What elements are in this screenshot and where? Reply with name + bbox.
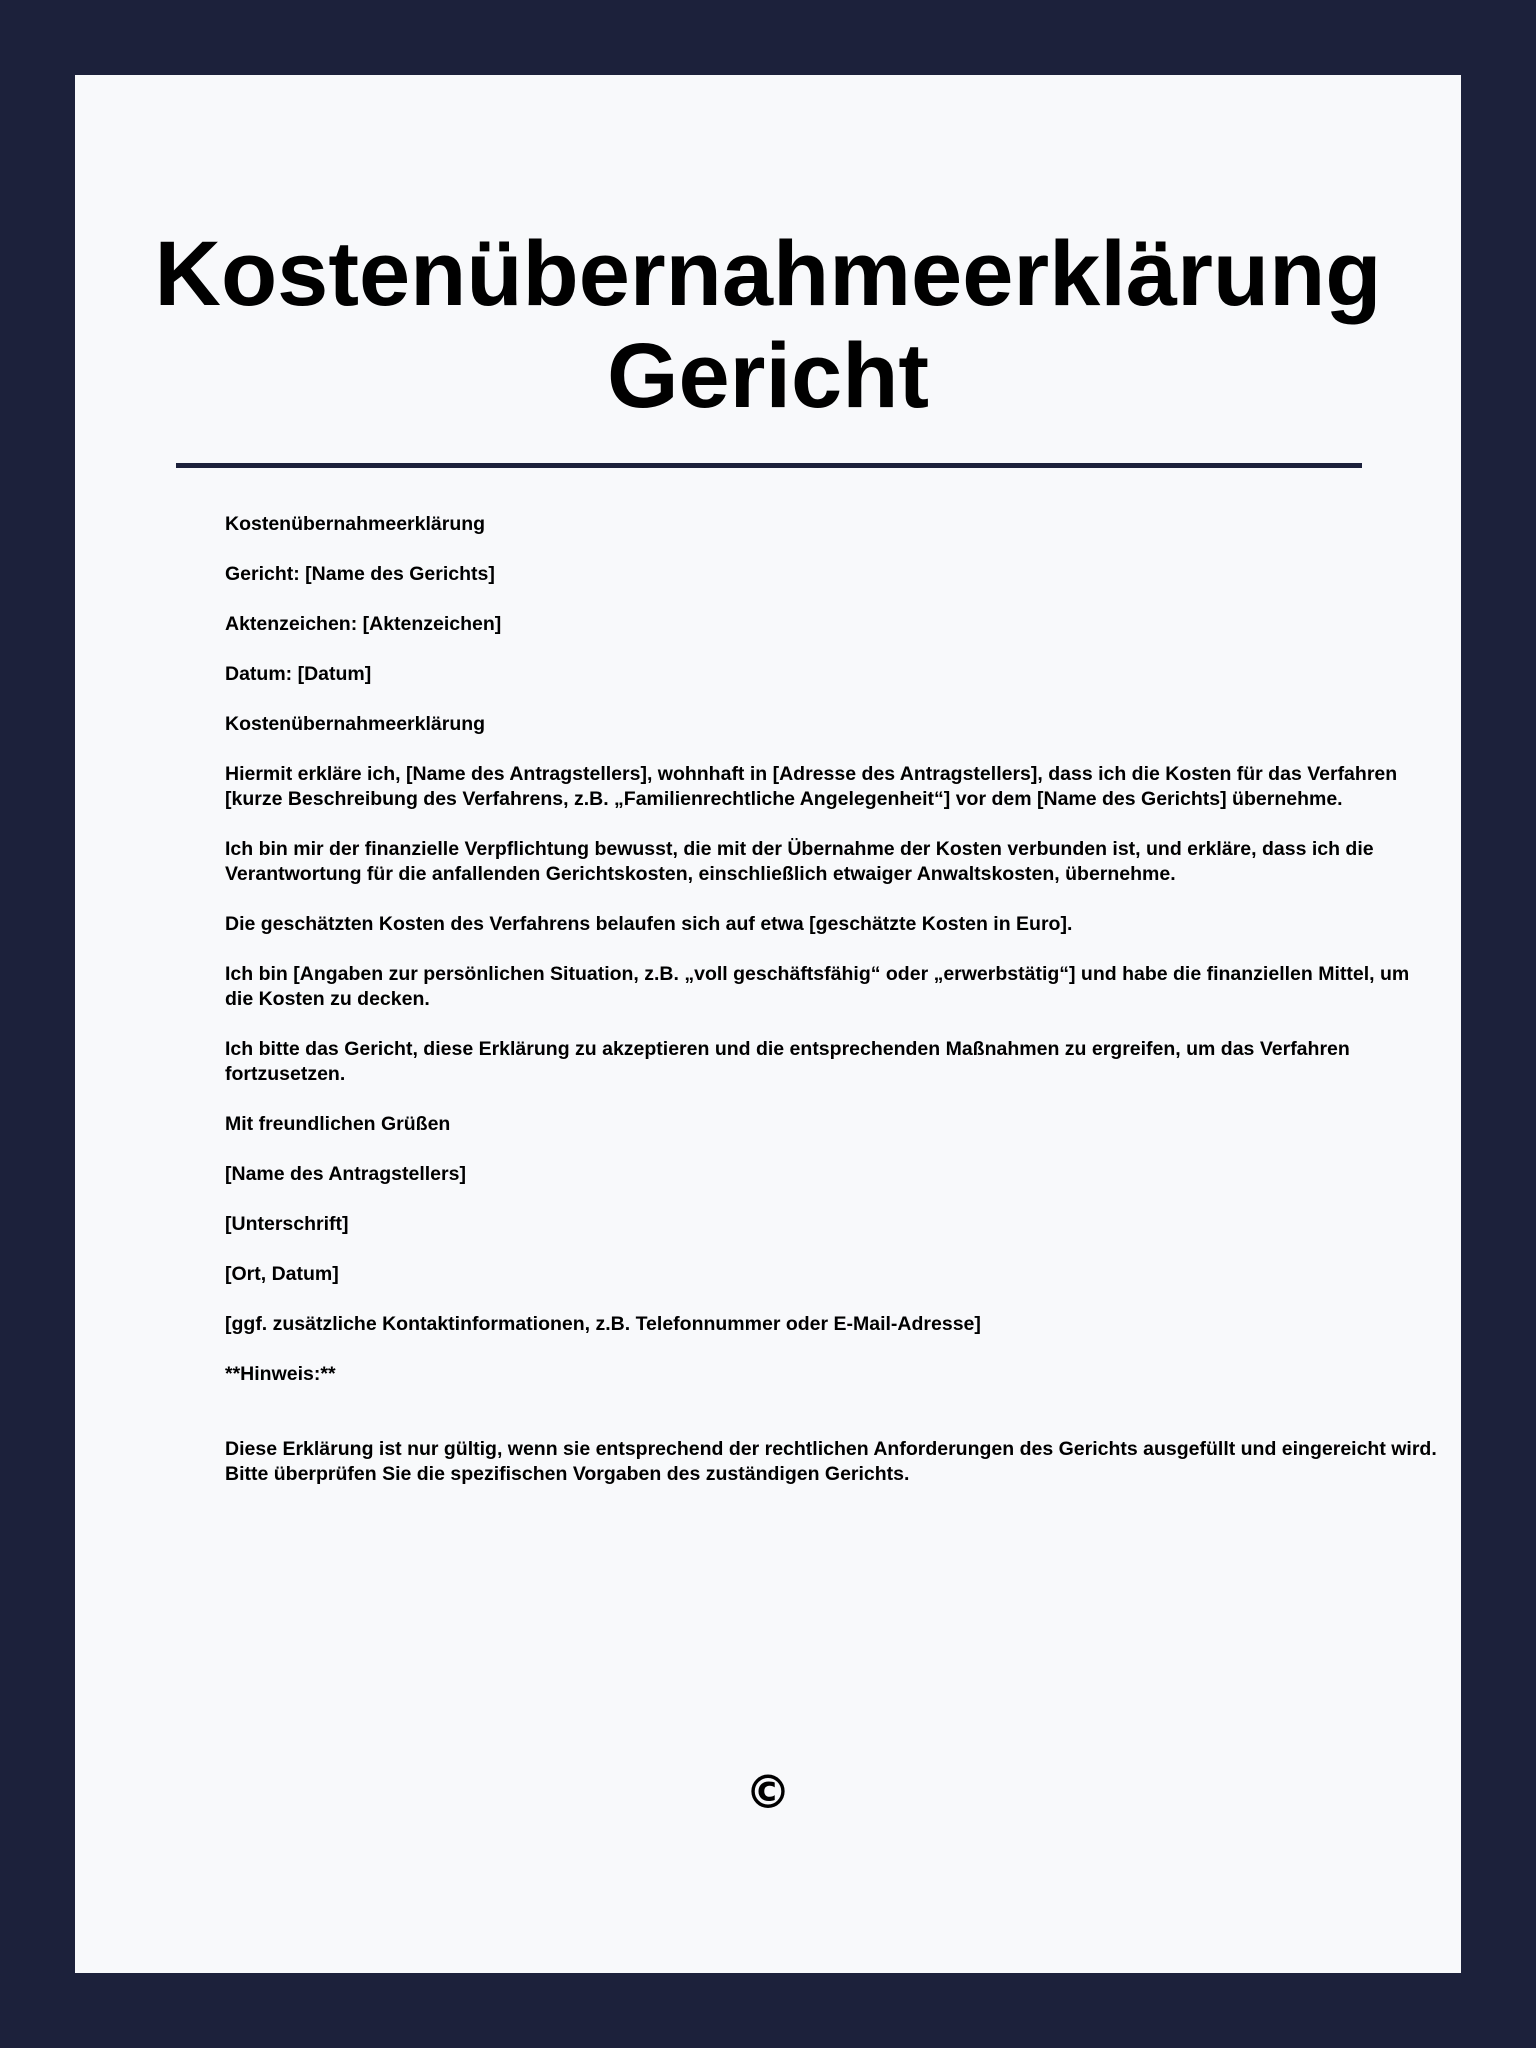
document-title <box>75 223 1461 427</box>
court-line: Gericht: [Name des Gerichts] <box>225 563 495 585</box>
note-paragraph: Diese Erklärung ist nur gültig, wenn sie entsprechend der rechtlichen Anforderungen des Gerichts ausgefüllt und eingereicht wird. Bitte überprüfen Sie die spezifischen Vorgaben des zuständigen Gerichts. <box>225 1438 1437 1485</box>
heading-paragraph: Kostenübernahmeerklärung <box>225 513 486 535</box>
case-number-line: Aktenzeichen: [Aktenzeichen] <box>225 613 502 635</box>
closing-greeting: Mit freundlichen Grüßen <box>225 1113 451 1135</box>
copyright-icon: © <box>745 1765 791 1819</box>
date-line: Datum: [Datum] <box>225 663 372 685</box>
obligation-paragraph: Ich bin mir der finanzielle Verpflichtung bewusst, die mit der Übernahme der Kosten verbunden ist, und erkläre, dass ich die Verantwortung für die anfallenden Gerichtskosten, einschließlich etwaiger Anwaltskosten, übernehme. <box>225 838 1374 885</box>
personal-situation-paragraph: Ich bin [Angaben zur persönlichen Situation, z.B. „voll geschäftsfähig“ oder „erwerbstätig“] und habe die finanziellen Mittel, um die Kosten zu decken. <box>225 963 1410 1010</box>
subject-line: Kostenübernahmeerklärung <box>225 713 486 735</box>
note-heading: **Hinweis:** <box>225 1363 336 1385</box>
applicant-name-line: [Name des Antragstellers] <box>225 1163 466 1185</box>
document-body <box>225 512 1437 1512</box>
document-page <box>75 75 1461 1973</box>
title-line-2: Gericht <box>606 325 930 427</box>
signature-line: [Unterschrift] <box>225 1213 349 1235</box>
request-paragraph: Ich bitte das Gericht, diese Erklärung zu akzeptieren und die entsprechenden Maßnahmen zu ergreifen, um das Verfahren fortzusetzen. <box>225 1038 1350 1085</box>
title-line-1: Kostenübernahmeerklärung <box>154 223 1382 325</box>
place-date-line: [Ort, Datum] <box>225 1263 339 1285</box>
cost-estimate-paragraph: Die geschätzten Kosten des Verfahrens belaufen sich auf etwa [geschätzte Kosten in Euro]. <box>225 913 1073 935</box>
declaration-paragraph: Hiermit erkläre ich, [Name des Antragstellers], wohnhaft in [Adresse des Antragstellers], dass ich die Kosten für das Verfahren [kurze Beschreibung des Verfahrens, z.B. „Familienrechtliche Angelegenheit“] vor dem [Name des Gerichts] übernehme. <box>225 763 1398 810</box>
contact-info-line: [ggf. zusätzliche Kontaktinformationen, z.B. Telefonnummer oder E-Mail-Adresse] <box>225 1313 981 1335</box>
title-divider <box>176 463 1362 468</box>
